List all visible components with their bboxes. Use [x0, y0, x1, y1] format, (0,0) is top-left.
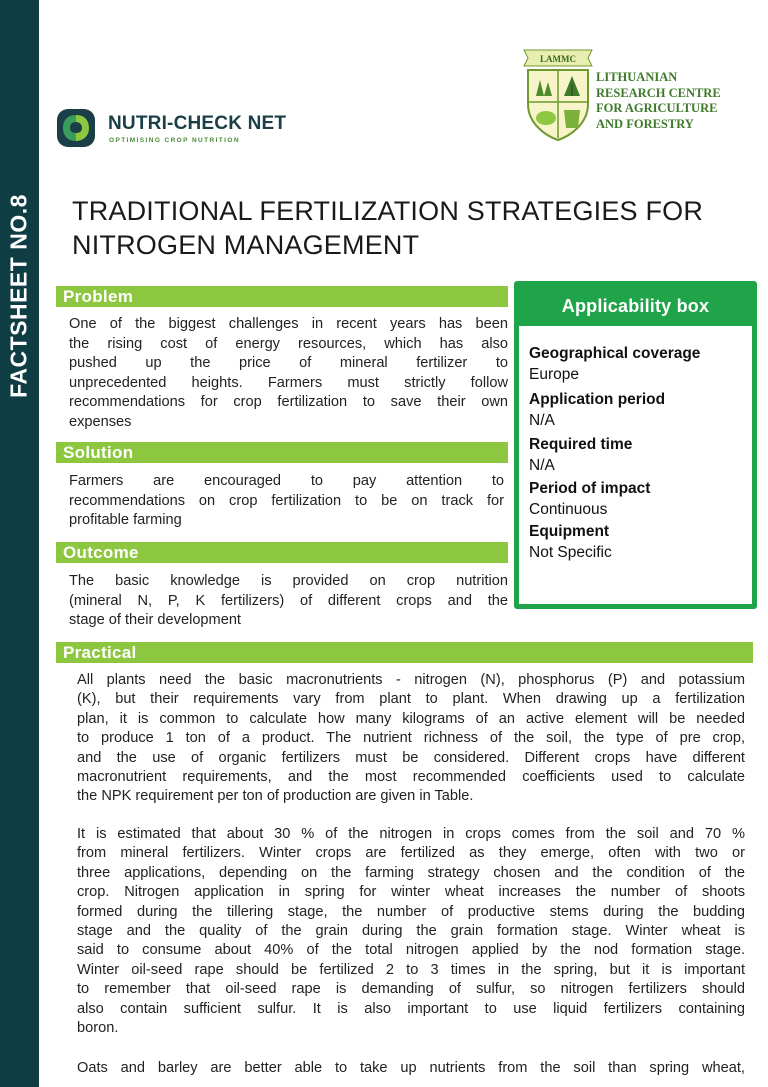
- text-line: Farmers are encouraged to pay attention to: [69, 473, 504, 489]
- applicability-item-required-time: [529, 435, 749, 477]
- outcome-heading: Outcome: [56, 542, 508, 563]
- nutri-check-logo: [56, 108, 316, 152]
- lammc-badge: LAMMC: [540, 54, 576, 64]
- lammc-emblem-icon: [520, 44, 596, 142]
- practical-paragraph: [77, 671, 745, 807]
- text-line: (K), but their requirements vary from plant to plant. When drawing up a fertilization: [77, 691, 745, 708]
- applicability-label: Period of impact: [529, 480, 651, 497]
- applicability-label: Geographical coverage: [529, 345, 701, 362]
- text-line: said to consume about 40% of the total nitrogen applied by the nod formation stage.: [77, 942, 745, 959]
- applicability-item-geographical-coverage: [529, 344, 749, 386]
- text-line: the rising cost of energy resources, which has also: [69, 335, 508, 352]
- solution-heading: Solution: [56, 442, 508, 463]
- lammc-name-line: LITHUANIAN: [596, 70, 678, 84]
- text-line: pushed up the price of mineral fertilizer to: [69, 355, 508, 372]
- applicability-item-application-period: [529, 390, 749, 432]
- text-line: three applications, depending on the farming strategy chosen and the condition of the: [77, 864, 745, 881]
- lammc-name-line: AND FORESTRY: [596, 116, 694, 131]
- text-line: crop. Nitrogen application in spring for winter wheat increases the number of shoots: [77, 884, 745, 901]
- text-line: macronutrient requirements, and the most recommended coefficients used to calculate: [77, 769, 745, 786]
- text-line: boron.: [77, 1020, 119, 1037]
- factsheet-number: [0, 0, 39, 1087]
- solution-text: [69, 472, 504, 531]
- text-line: Winter oil-seed rape should be fertilized 2 to 3 times in the spring, but it is important: [77, 961, 745, 978]
- page-title: [72, 194, 752, 262]
- text-line: also contain sufficient sulfur. It is also important to use liquid fertilizers containing: [77, 1000, 745, 1017]
- problem-text: [69, 315, 508, 433]
- logo-tagline: OPTIMISING CROP NUTRITION: [109, 137, 240, 144]
- text-line: profitable farming: [69, 512, 182, 529]
- applicability-value: N/A: [529, 412, 555, 429]
- outcome-text: [69, 572, 508, 631]
- practical-paragraph: [77, 825, 745, 1038]
- applicability-value: Europe: [529, 366, 579, 383]
- applicability-item-period-of-impact: [529, 479, 749, 521]
- text-line: unprecedented heights. Farmers must strictly follow: [69, 374, 508, 391]
- applicability-value: N/A: [529, 457, 555, 474]
- text-line: stage and the quality of the grain during the grain formation stage. Winter wheat is: [77, 923, 745, 940]
- applicability-heading: Applicability box: [519, 286, 752, 326]
- applicability-label: Application period: [529, 391, 666, 408]
- applicability-label: Required time: [529, 436, 633, 453]
- text-line: (mineral N, P, K fertilizers) of different crops and the: [69, 592, 508, 609]
- text-line: Oats and barley are better able to take up nutrients from the soil than spring wheat,: [77, 1060, 745, 1076]
- text-line: It is estimated that about 30 % of the nitrogen in crops comes from the soil and 70 %: [77, 826, 745, 842]
- title-line: TRADITIONAL FERTILIZATION STRATEGIES FOR: [72, 196, 704, 226]
- text-line: to remember that oil-seed rape is demanding of sulfur, so nitrogen fertilizers should: [77, 981, 745, 998]
- text-line: All plants need the basic macronutrients - nitrogen (N), phosphorus (P) and potassium: [77, 672, 745, 688]
- logo-name: NUTRI-CHECK NET: [108, 113, 287, 134]
- applicability-value: Continuous: [529, 501, 608, 518]
- lammc-name-line: FOR AGRICULTURE: [596, 101, 718, 115]
- lammc-name: [596, 70, 721, 132]
- text-line: One of the biggest challenges in recent years has been: [69, 316, 508, 332]
- applicability-box: [514, 281, 757, 609]
- title-line: NITROGEN MANAGEMENT: [72, 230, 420, 260]
- text-line: expenses: [69, 413, 132, 430]
- text-line: recommendations for crop fertilization to save their own: [69, 394, 508, 411]
- applicability-label: Equipment: [529, 523, 610, 540]
- text-line: formed during the tillering stage, the number of productive stems during the budding: [77, 903, 745, 920]
- applicability-item-equipment: [529, 522, 749, 564]
- text-line: from mineral fertilizers. Winter crops are fertilized as they emerge, often with two or: [77, 845, 745, 862]
- lammc-name-line: RESEARCH CENTRE: [596, 85, 721, 100]
- text-line: The basic knowledge is provided on crop nutrition: [69, 573, 508, 589]
- text-line: and the use of organic fertilizers must be considered. Different crops have different: [77, 749, 745, 766]
- practical-paragraph: [77, 1059, 745, 1078]
- applicability-value: Not Specific: [529, 544, 612, 561]
- practical-heading: Practical: [56, 642, 753, 663]
- factsheet-label: FACTSHEET NO.8: [5, 194, 32, 398]
- lammc-logo: [520, 44, 760, 144]
- text-line: the NPK requirement per ton of production are given in Table.: [77, 788, 474, 805]
- problem-heading: Problem: [56, 286, 508, 307]
- text-line: recommendations on crop fertilization to be on track for: [69, 492, 504, 509]
- text-line: stage of their development: [69, 612, 241, 629]
- text-line: plan, it is common to calculate how many kilograms of an active element will be needed: [77, 710, 745, 727]
- text-line: to produce 1 ton of a product. The nutrient richness of the soil, the type of pre crop,: [77, 730, 745, 747]
- leaf-logo-icon: [56, 108, 96, 148]
